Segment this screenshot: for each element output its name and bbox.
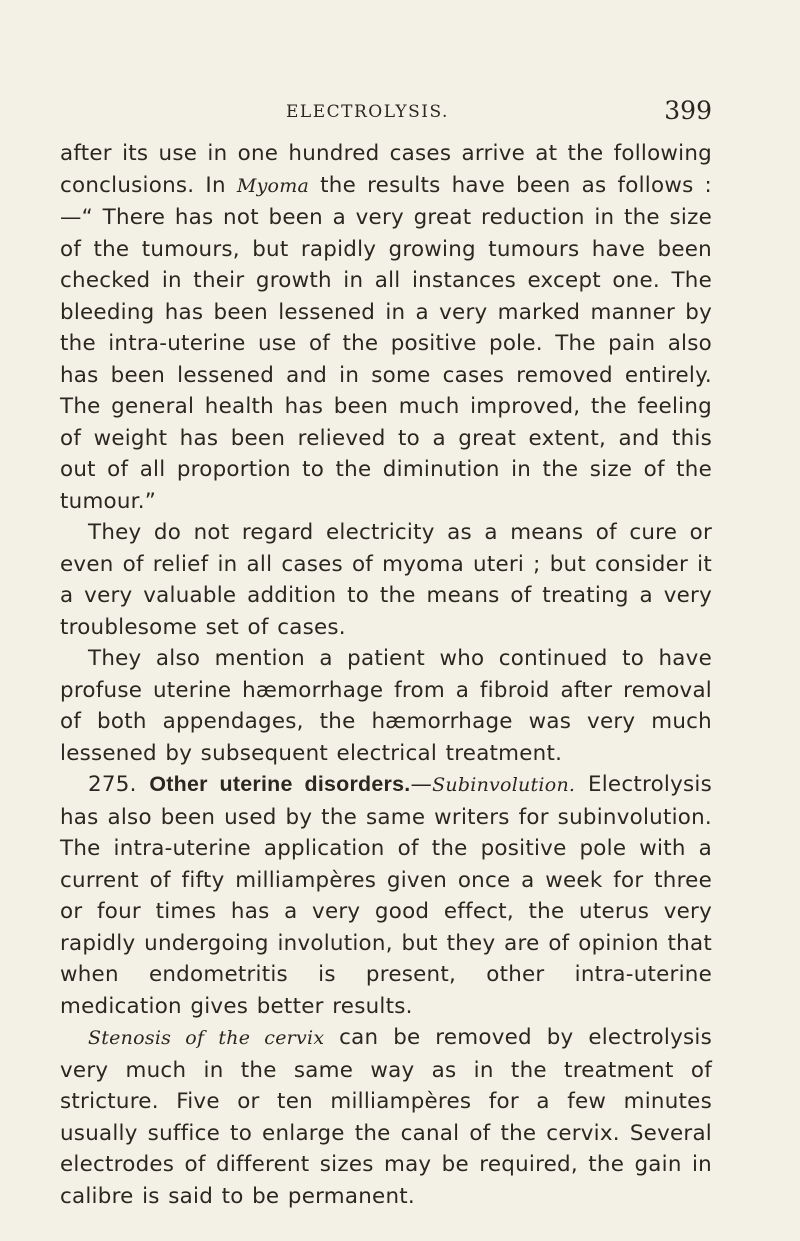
paragraph: They do not regard electricity as a means of cure or even of relief in all cases of myoma uteri ; but consider it a very valuable addition to the means of treating a very troublesome set of cases. (60, 520, 712, 640)
em-dash: — (410, 772, 433, 797)
body-text (60, 138, 712, 1212)
paragraph: They also mention a patient who continued to have profuse uterine hæmorrhage from a fibroid after removal of both appendages, the hæmorrhage was very much lessened by subsequent electrical treatment. (60, 646, 712, 766)
italic-lead: Stenosis of the cervix (88, 1027, 325, 1049)
paragraph-text: can be removed by electrolysis very much in the same way as in the treatment of stricture. Five or ten milliampères for a few minutes usually suffice to enlarge the canal of the cervix. Several electrodes of different sizes may be required, the gain in calibre is said to be permanent. (60, 1025, 712, 1209)
page-header (60, 96, 712, 130)
paragraph (60, 769, 712, 1022)
paragraph (60, 1022, 712, 1212)
page-number: 399 (664, 96, 712, 125)
italic-subheading: Subinvolution. (432, 774, 576, 796)
section-heading: Other uterine disorders. (149, 772, 411, 796)
paragraph (60, 138, 712, 517)
paragraph-text: Electrolysis has also been used by the same writers for subinvolution. The intra-uterine application of the positive pole with a current of fifty milliampères given once a week for three or four times has a very good effect, the uterus very rapidly undergoing involution, but they are of opinion that when endometritis is present, other intra-uterine medication gives better results. (60, 772, 712, 1019)
italic-term: Myoma (236, 174, 310, 197)
paragraph-text: after its use in one hundred cases arrive at the following conclusions. In (60, 141, 712, 198)
running-head: ELECTROLYSIS. (286, 102, 449, 122)
section-number: 275. (88, 772, 150, 797)
paragraph-text: the results have been as follows :—“ There has not been a very great reduction in the size of the tumours, but rapidly growing tumours have been checked in their growth in all instances except one. The bleeding has been lessened in a very marked manner by the intra-uterine use of the positive pole. The pain also has been lessened and in some cases removed entirely. The general health has been much improved, the feeling of weight has been relieved to a great extent, and this out of all proportion to the diminution in the size of the tumour.” (60, 172, 712, 514)
